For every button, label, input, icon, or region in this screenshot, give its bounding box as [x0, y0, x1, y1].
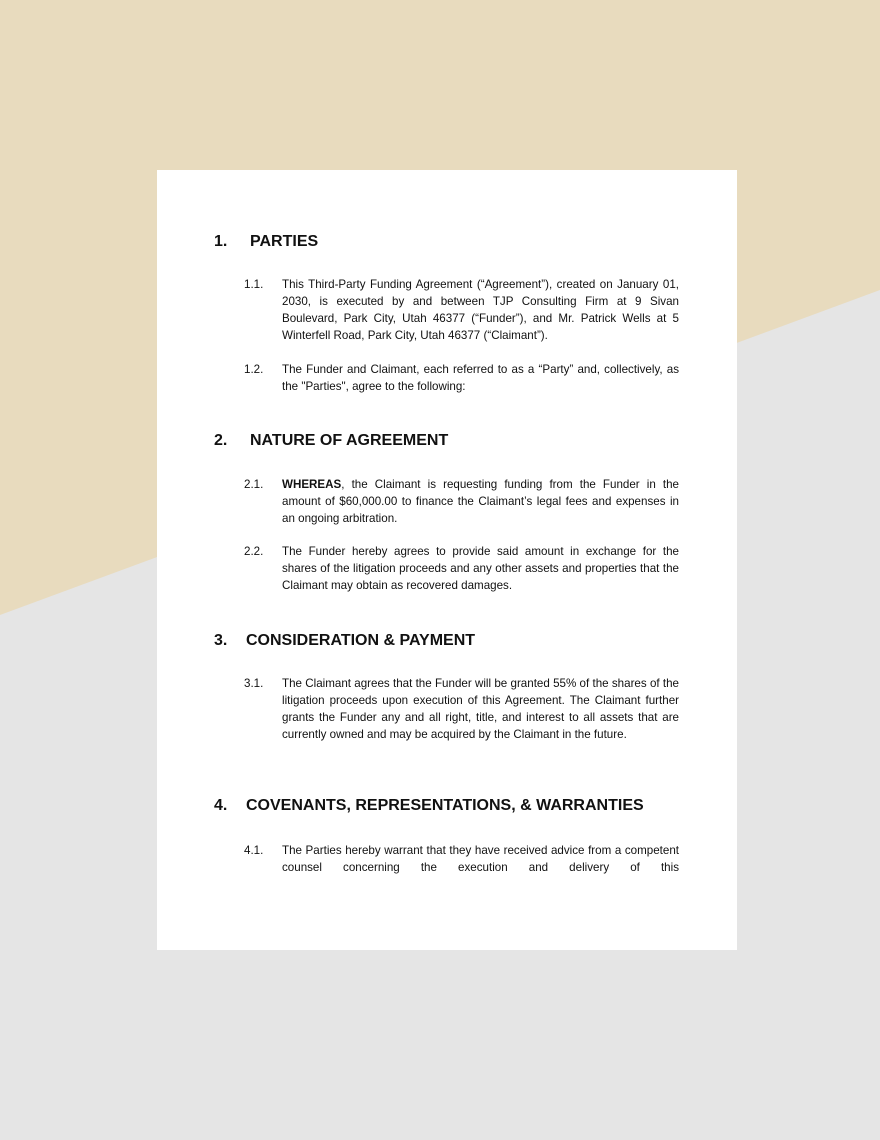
clause-number: 3.1.: [244, 677, 264, 690]
clause-text: The Funder and Claimant, each referred to as a “Party” and, collectively, as the "Parties", agree to the following:: [282, 363, 679, 393]
section-title: COVENANTS, REPRESENTATIONS, & WARRANTIES: [246, 797, 644, 814]
section-number: 1.: [214, 233, 228, 250]
clause-number: 1.2.: [244, 363, 264, 376]
section-number: 4.: [214, 797, 228, 814]
section-number: 3.: [214, 632, 228, 649]
clause-number: 2.1.: [244, 478, 264, 491]
document-page: [157, 170, 737, 950]
clause-number: 1.1.: [244, 278, 264, 291]
clause-text: The Funder hereby agrees to provide said amount in exchange for the shares of the litigation proceeds and any other assets and properties that the Claimant may obtain as recovered damages.: [282, 545, 679, 592]
clause-text: [282, 476, 679, 527]
clause-number: 2.2.: [244, 545, 264, 558]
section-title: PARTIES: [250, 233, 319, 250]
clause-number: 4.1.: [244, 844, 264, 857]
clause-text: The Parties hereby warrant that they have received advice from a competent counsel concerning the execution and delivery of this: [282, 844, 679, 874]
clause-text-rest: , the Claimant is requesting funding from the Funder in the amount of $60,000.00 to finance the Claimant’s legal fees and expenses in an ongoing arbitration.: [282, 478, 679, 525]
section-number: 2.: [214, 432, 228, 449]
clause-text: The Claimant agrees that the Funder will be granted 55% of the shares of the litigation proceeds upon execution of this Agreement. The Claimant further grants the Funder any and all right, title, and interest to all assets that are currently owned and may be acquired by the Claimant in the future.: [282, 677, 679, 741]
section-title: CONSIDERATION & PAYMENT: [246, 632, 476, 649]
bold-term: WHEREAS: [282, 478, 342, 491]
section-title: NATURE OF AGREEMENT: [250, 432, 449, 449]
clause-text: This Third-Party Funding Agreement (“Agreement”), created on January 01, 2030, is executed by and between TJP Consulting Firm at 9 Sivan Boulevard, Park City, Utah 46377 (“Funder”), and Mr. Patrick Wells at 5 Winterfell Road, Park City, Utah 46377 (“Claimant”).: [282, 278, 679, 342]
